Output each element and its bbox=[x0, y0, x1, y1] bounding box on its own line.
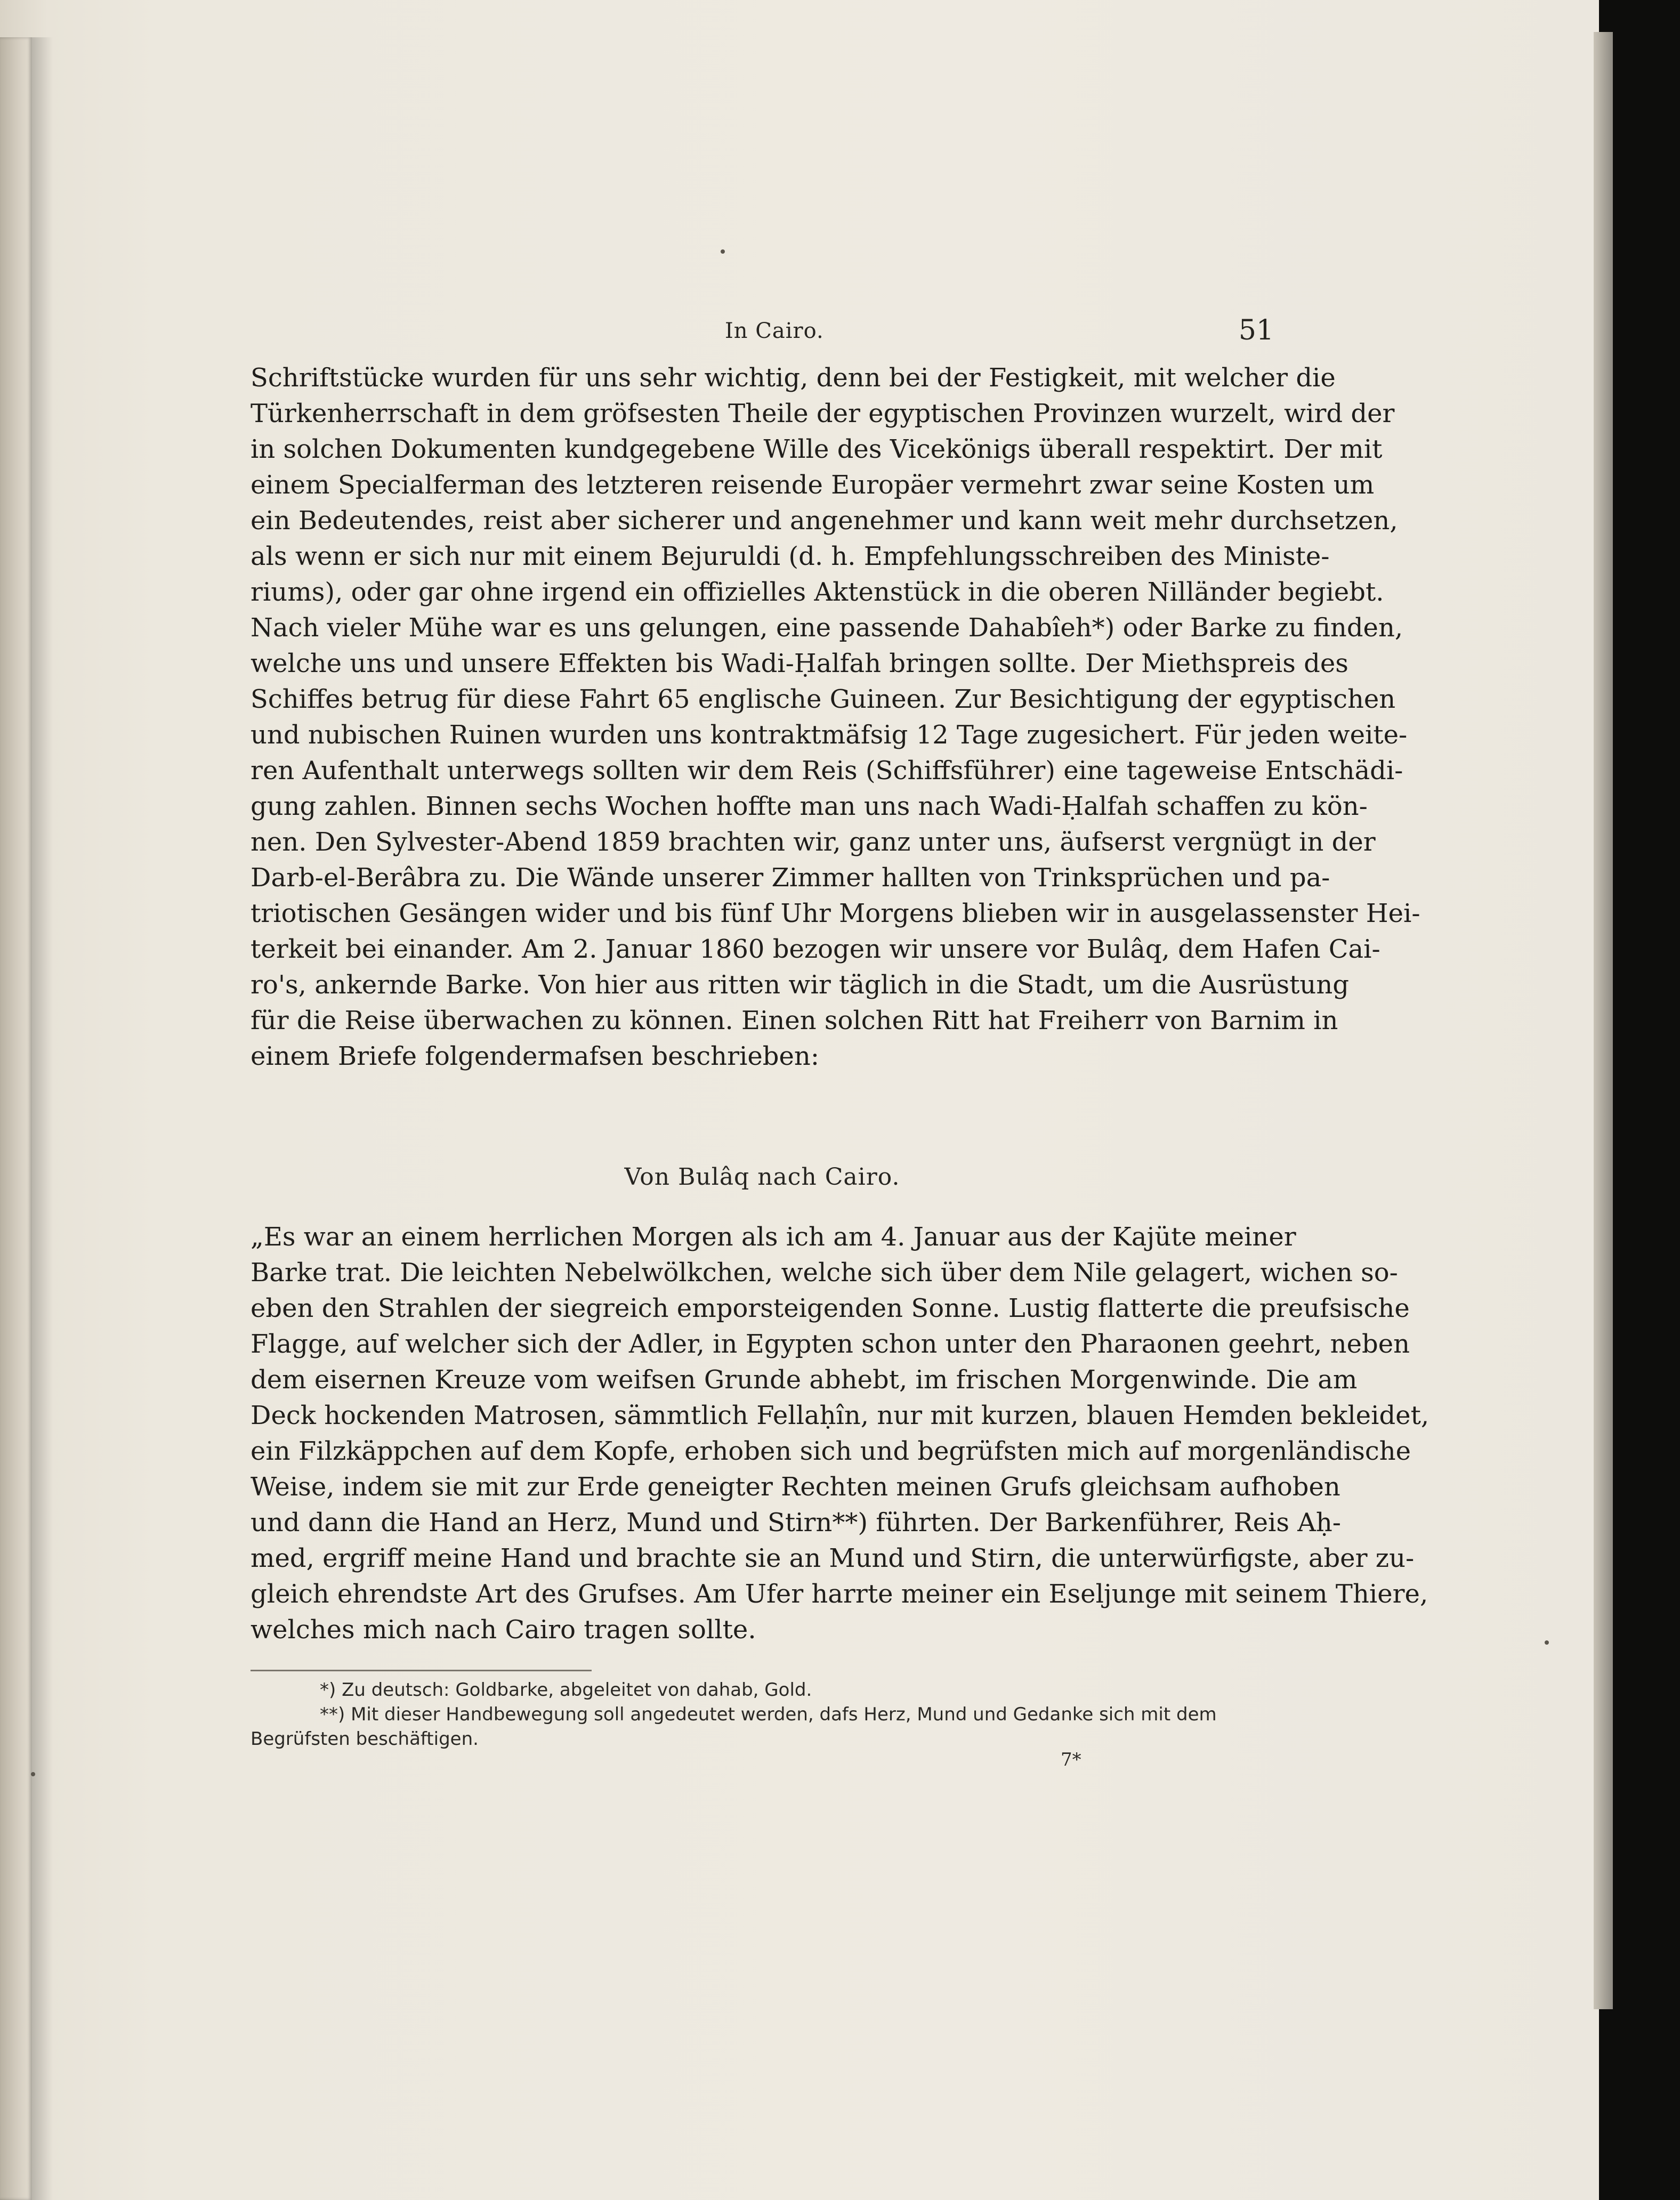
page-edge bbox=[1594, 32, 1613, 2009]
text-line: Schiffes betrug für diese Fahrt 65 englische Guineen. Zur Besichtigung der egyptischen bbox=[251, 684, 1396, 714]
text-line: für die Reise überwachen zu können. Einen solchen Ritt hat Freiherr von Barnim in bbox=[251, 1006, 1338, 1036]
paper-speck bbox=[721, 249, 725, 254]
text-line: ren Aufenthalt unterwegs sollten wir dem Reis (Schiffsführer) eine tageweise Entschädi- bbox=[251, 756, 1403, 786]
text-line: Darb-el-Berâbra zu. Die Wände unserer Zimmer hallten von Trinksprüchen und pa- bbox=[251, 863, 1330, 893]
footnote-line: *) Zu deutsch: Goldbarke, abgeleitet von dahab, Gold. bbox=[320, 1679, 812, 1701]
running-header bbox=[245, 314, 1274, 356]
text-line: gung zahlen. Binnen sechs Wochen hoffte man uns nach Wadi-Ḥalfah schaffen zu kön- bbox=[251, 791, 1368, 821]
text-line: welche uns und unsere Effekten bis Wadi-Ḥalfah bringen sollte. Der Miethspreis des bbox=[251, 649, 1348, 678]
text-line: „Es war an einem herrlichen Morgen als ich am 4. Januar aus der Kajüte meiner bbox=[251, 1222, 1296, 1252]
text-line: dem eisernen Kreuze vom weifsen Grunde abhebt, im frischen Morgenwinde. Die am bbox=[251, 1365, 1358, 1395]
text-line: eben den Strahlen der siegreich emporsteigenden Sonne. Lustig flatterte die preufsische bbox=[251, 1293, 1410, 1323]
text-line: gleich ehrendste Art des Grufses. Am Ufer harrte meiner ein Eseljunge mit seinem Thiere, bbox=[251, 1579, 1428, 1609]
text-line: und dann die Hand an Herz, Mund und Stirn**) führten. Der Barkenführer, Reis Aḥ- bbox=[251, 1508, 1342, 1538]
text-line: als wenn er sich nur mit einem Bejuruldi (d. h. Empfehlungsschreiben des Ministe- bbox=[251, 541, 1330, 571]
paper-speck bbox=[1545, 1640, 1549, 1645]
paper-speck bbox=[31, 1772, 35, 1776]
paragraph-2 bbox=[251, 1219, 1429, 1648]
section-title: Von Bulâq nach Cairo. bbox=[624, 1163, 900, 1191]
text-line: med, ergriff meine Hand und brachte sie an Mund und Stirn, die unterwürfigste, aber zu- bbox=[251, 1543, 1415, 1573]
text-line: ein Bedeutendes, reist aber sicherer und angenehmer und kann weit mehr durchsetzen, bbox=[251, 506, 1398, 536]
text-line: einem Specialferman des letzteren reisende Europäer vermehrt zwar seine Kosten um bbox=[251, 470, 1375, 500]
text-line: Deck hockenden Matrosen, sämmtlich Fellaḥîn, nur mit kurzen, blauen Hemden bekleidet, bbox=[251, 1401, 1429, 1430]
text-line: welches mich nach Cairo tragen sollte. bbox=[251, 1615, 756, 1645]
binding-shadow bbox=[32, 37, 53, 2200]
text-line: und nubischen Ruinen wurden uns kontraktmäfsig 12 Tage zugesichert. Für jeden weite- bbox=[251, 720, 1408, 750]
footnote-line: **) Mit dieser Handbewegung soll angedeutet werden, dafs Herz, Mund und Gedanke sich mit dem bbox=[320, 1704, 1217, 1725]
text-line: ein Filzkäppchen auf dem Kopfe, erhoben sich und begrüfsten mich auf morgenländische bbox=[251, 1436, 1411, 1466]
text-line: Barke trat. Die leichten Nebelwölkchen, welche sich über dem Nile gelagert, wichen so- bbox=[251, 1258, 1398, 1288]
text-line: terkeit bei einander. Am 2. Januar 1860 bezogen wir unsere vor Bulâq, dem Hafen Cai- bbox=[251, 934, 1380, 964]
footnote-line: Begrüfsten beschäftigen. bbox=[251, 1728, 479, 1750]
page-number: 51 bbox=[1238, 314, 1274, 346]
text-line: nen. Den Sylvester-Abend 1859 brachten wir, ganz unter uns, äufserst vergnügt in der bbox=[251, 827, 1376, 857]
text-line: einem Briefe folgendermafsen beschrieben: bbox=[251, 1041, 819, 1071]
signature-mark: 7* bbox=[1061, 1749, 1081, 1770]
text-line: ro's, ankernde Barke. Von hier aus ritten wir täglich in die Stadt, um die Ausrüstung bbox=[251, 970, 1349, 1000]
footnotes bbox=[251, 1678, 1274, 1751]
text-line: in solchen Dokumenten kundgegebene Wille des Vicekönigs überall respektirt. Der mit bbox=[251, 434, 1383, 464]
text-line: Flagge, auf welcher sich der Adler, in Egypten schon unter den Pharaonen geehrt, neben bbox=[251, 1329, 1410, 1359]
text-line: triotischen Gesängen wider und bis fünf Uhr Morgens blieben wir in ausgelassenster Hei- bbox=[251, 899, 1420, 928]
footnote-rule bbox=[251, 1670, 592, 1671]
text-line: Schriftstücke wurden für uns sehr wichtig, denn bei der Festigkeit, mit welcher die bbox=[251, 363, 1336, 393]
paragraph-1 bbox=[251, 360, 1420, 1074]
text-line: Nach vieler Mühe war es uns gelungen, eine passende Dahabîeh*) oder Barke zu finden, bbox=[251, 613, 1403, 643]
text-line: Weise, indem sie mit zur Erde geneigter Rechten meinen Grufs gleichsam aufhoben bbox=[251, 1472, 1340, 1502]
facing-page-edge bbox=[0, 37, 32, 2200]
text-line: riums), oder gar ohne irgend ein offizielles Aktenstück in die oberen Nilländer begiebt. bbox=[251, 577, 1384, 607]
running-title: In Cairo. bbox=[725, 319, 824, 343]
text-line: Türkenherrschaft in dem gröfsesten Theile der egyptischen Provinzen wurzelt, wird der bbox=[251, 399, 1395, 428]
